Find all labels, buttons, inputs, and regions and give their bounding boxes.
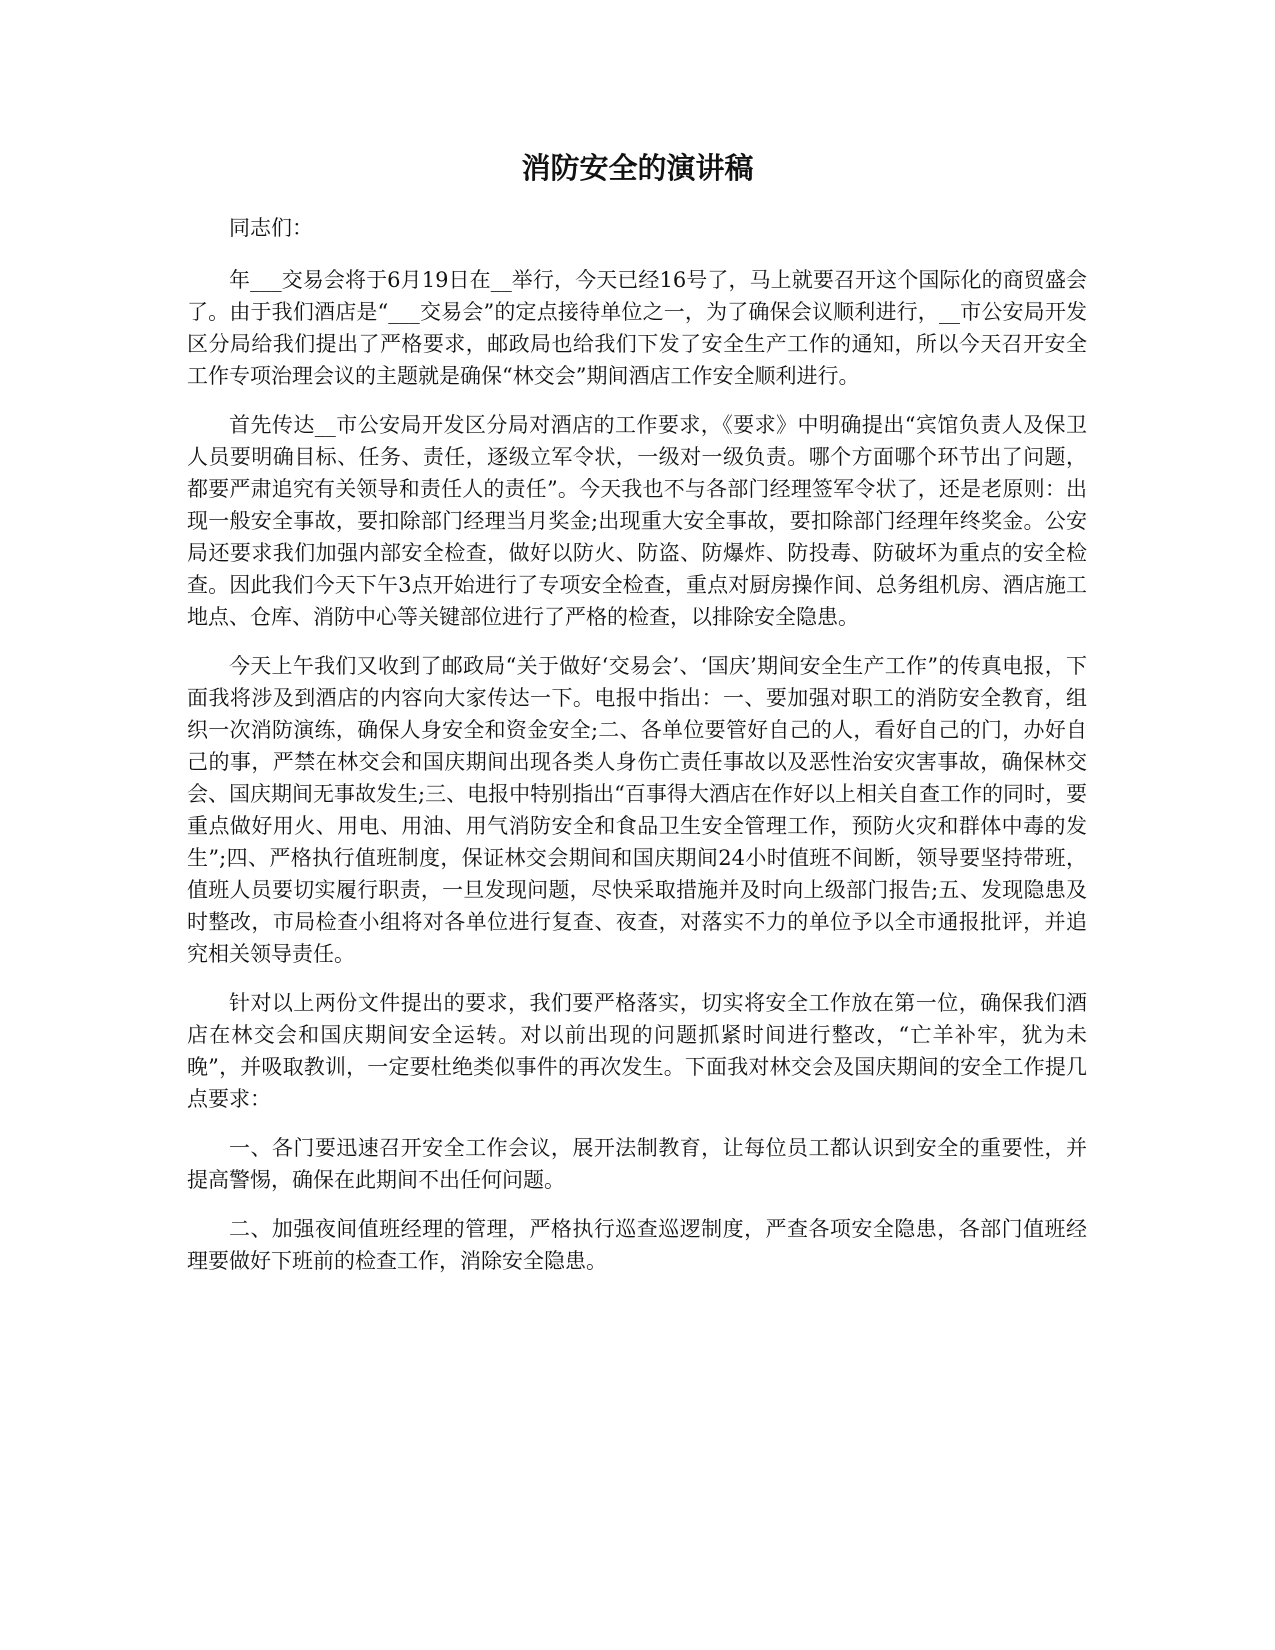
paragraph: 首先传达__市公安局开发区分局对酒店的工作要求，《要求》中明确提出“宾馆负责人及保卫人员要明确目标、任务、责任，逐级立军令状，一级对一级负责。哪个方面哪个环节出了问题，都要严肃追究有关领导和责任人的责任”。今天我也不与各部门经理签军令状了，还是老原则：出现一般安全事故，要扣除部门经理当月奖金;出现重大安全事故，要扣除部门经理年终奖金。公安局还要求我们加强内部安全检查，做好以防火、防盗、防爆炸、防投毒、防破坏为重点的安全检查。因此我们今天下午3点开始进行了专项安全检查，重点对厨房操作间、总务组机房、酒店施工地点、仓库、消防中心等关键部位进行了严格的检查，以排除安全隐患。 (187, 413, 1087, 629)
paragraph: 二、加强夜间值班经理的管理，严格执行巡查巡逻制度，严查各项安全隐患，各部门值班经理要做好下班前的检查工作，消除安全隐患。 (187, 1217, 1087, 1273)
document-body (187, 212, 1087, 1294)
paragraph: 今天上午我们又收到了邮政局“关于做好‘交易会’、‘国庆’期间安全生产工作”的传真电报，下面我将涉及到酒店的内容向大家传达一下。电报中指出：一、要加强对职工的消防安全教育，组织一次消防演练，确保人身安全和资金安全;二、各单位要管好自己的人，看好自己的门，办好自己的事，严禁在林交会和国庆期间出现各类人身伤亡责任事故以及恶性治安灾害事故，确保林交会、国庆期间无事故发生;三、电报中特别指出“百事得大酒店在作好以上相关自查工作的同时，要重点做好用火、用电、用油、用气消防安全和食品卫生安全管理工作，预防火灾和群体中毒的发生”;四、严格执行值班制度，保证林交会期间和国庆期间24小时值班不间断，领导要坚持带班，值班人员要切实履行职责，一旦发现问题，尽快采取措施并及时向上级部门报告;五、发现隐患及时整改，市局检查小组将对各单位进行复查、夜查，对落实不力的单位予以全市通报批评，并追究相关领导责任。 (187, 654, 1087, 966)
document-title: 消防安全的演讲稿 (521, 151, 754, 185)
salutation: 同志们： (229, 216, 313, 240)
paragraph: 针对以上两份文件提出的要求，我们要严格落实，切实将安全工作放在第一位，确保我们酒店在林交会和国庆期间安全运转。对以前出现的问题抓紧时间进行整改，“亡羊补牢，犹为未晚”，并吸取教训，一定要杜绝类似事件的再次发生。下面我对林交会及国庆期间的安全工作提几点要求： (187, 991, 1087, 1111)
paragraph: 一、各门要迅速召开安全工作会议，展开法制教育，让每位员工都认识到安全的重要性，并提高警惕，确保在此期间不出任何问题。 (187, 1136, 1087, 1192)
paragraph: 年___交易会将于6月19日在__举行，今天已经16号了，马上就要召开这个国际化的商贸盛会了。由于我们酒店是“___交易会”的定点接待单位之一，为了确保会议顺利进行，__市公安局开发区分局给我们提出了严格要求，邮政局也给我们下发了安全生产工作的通知，所以今天召开安全工作专项治理会议的主题就是确保“林交会”期间酒店工作安全顺利进行。 (187, 268, 1087, 388)
